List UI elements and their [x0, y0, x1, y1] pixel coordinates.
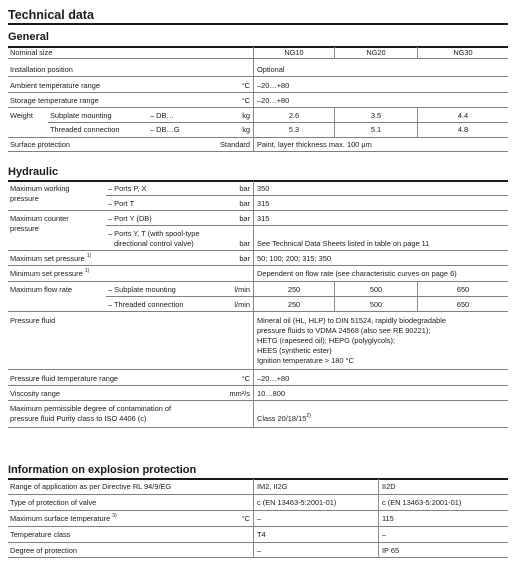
max-counter-pressure-label-2: pressure [10, 224, 39, 233]
viscosity-value: 10…800 [257, 389, 285, 398]
ambient-temp-value: –20…+80 [257, 81, 290, 90]
viscosity-label: Viscosity range [10, 389, 60, 398]
explosion-heading: Information on explosion protection [8, 464, 197, 476]
explosion-top-rule [8, 478, 508, 480]
ng10-header: NG10 [284, 48, 304, 57]
max-flow-rate-label: Maximum flow rate [10, 285, 73, 294]
hydraulic-heading: Hydraulic [8, 166, 59, 178]
protection-type-value-2: c (EN 13463-5:2001-01) [382, 498, 462, 507]
installation-value: Optional [257, 65, 285, 74]
nominal-size-label: Nominal size [10, 48, 53, 57]
max-set-pressure-value: 50; 100; 200; 315; 350 [257, 254, 331, 263]
max-working-pressure-label: Maximum working [10, 184, 70, 193]
general-heading: General [8, 31, 49, 43]
ambient-temp-unit: °C [241, 81, 250, 90]
hydraulic-top-rule [8, 180, 508, 182]
ports-yt-value: See Technical Data Sheets listed in table on page 11 [257, 239, 430, 248]
footnote-ref: 3) [112, 513, 117, 519]
footnote-ref: 2) [306, 413, 311, 419]
weight-thr-ng20: 5.1 [370, 125, 382, 134]
footnote-ref: 1) [84, 268, 90, 274]
flow-unit: l/min [234, 300, 250, 309]
flow-sub-ng20: 500 [369, 285, 383, 294]
row-rule [8, 427, 508, 428]
weight-thr-ng30: 4.8 [457, 125, 469, 134]
port-px-unit: bar [239, 184, 250, 193]
weight-threaded-label: Threaded connection [50, 125, 120, 134]
weight-sub-ng10: 2.6 [288, 111, 300, 120]
row-rule [106, 225, 508, 226]
temperature-class-value-2: – [382, 530, 387, 539]
page-title: Technical data [8, 8, 94, 22]
max-working-pressure-label-2: pressure [10, 194, 39, 203]
pressure-fluid-line-5: Ignition temperature > 180 °C [257, 356, 354, 365]
port-t-value: 315 [257, 199, 270, 208]
row-rule [8, 151, 508, 152]
pressure-fluid-line-2: pressure fluids to VDMA 24568 (also see RE 90221); [257, 326, 431, 335]
max-set-pressure-unit: bar [239, 254, 250, 263]
surface-value: Paint, layer thickness max. 100 µm [257, 140, 372, 149]
min-set-pressure-value: Dependent on flow rate (see characteristic curves on page 6) [257, 269, 457, 278]
weight-label: Weight [10, 111, 33, 120]
ports-yt-label: – Ports Y, T (with spool-type [108, 229, 200, 238]
col-divider [378, 479, 379, 558]
ports-yt-unit: bar [239, 239, 250, 248]
flow-unit: l/min [234, 285, 250, 294]
surface-standard: Standard [220, 140, 250, 149]
degree-protection-label: Degree of protection [10, 546, 77, 555]
port-t-label: – Port T [108, 199, 135, 208]
row-rule [8, 210, 508, 211]
flow-thr-ng20: 500 [369, 300, 383, 309]
row-rule [8, 76, 508, 77]
row-rule [8, 137, 508, 138]
row-rule [8, 385, 508, 386]
port-px-value: 350 [257, 184, 270, 193]
viscosity-unit: mm²/s [229, 389, 250, 398]
fluid-temp-value: –20…+80 [257, 374, 290, 383]
port-px-label: – Ports P, X [108, 184, 147, 193]
port-y-value: 315 [257, 214, 270, 223]
row-rule [48, 122, 508, 123]
max-set-pressure-label: Maximum set pressure $^{1)}$ [10, 253, 92, 263]
row-rule [8, 107, 508, 108]
col-divider [253, 47, 254, 151]
application-range-label: Range of application as per Directive RL 94/9/EG [10, 482, 172, 491]
weight-subplate-code: – DB… [150, 111, 174, 120]
weight-threaded-code: – DB…G [150, 125, 180, 134]
weight-thr-ng10: 5.3 [288, 125, 300, 134]
pressure-fluid-line-3: HETG (rapeseed oil); HEPG (polyglycols); [257, 336, 396, 345]
row-rule [8, 400, 508, 401]
application-range-value-2: II2D [382, 482, 396, 491]
ports-yt-label-2: directional control valve) [114, 239, 194, 248]
row-rule [8, 510, 508, 511]
weight-unit: kg [242, 125, 250, 134]
flow-thr-ng10: 250 [287, 300, 301, 309]
row-rule [8, 311, 508, 312]
installation-label: Installation position [10, 65, 73, 74]
flow-sub-ng30: 650 [456, 285, 470, 294]
weight-unit: kg [242, 111, 250, 120]
row-rule [8, 265, 508, 266]
row-rule [8, 58, 508, 59]
weight-sub-ng30: 4.4 [457, 111, 469, 120]
pressure-fluid-line-1: Mineral oil (HL, HLP) to DIN 51524, rapidly biodegradable [257, 316, 446, 325]
temperature-class-label: Temperature class [10, 530, 71, 539]
flow-thr-ng30: 650 [456, 300, 470, 309]
protection-type-value-1: c (EN 13463-5:2001-01) [257, 498, 337, 507]
fluid-temp-label: Pressure fluid temperature range [10, 374, 119, 383]
flow-threaded-label: – Threaded connection [108, 300, 184, 309]
port-t-unit: bar [239, 199, 250, 208]
surface-label: Surface protection [10, 140, 70, 149]
footnote-ref: 1) [86, 253, 92, 259]
max-surface-temp-value-1: – [257, 514, 262, 523]
min-set-pressure-label: Minimum set pressure $^{1)}$ [10, 268, 90, 278]
row-rule [8, 494, 508, 495]
port-y-unit: bar [239, 214, 250, 223]
application-range-value-1: IM2, II2G [257, 482, 288, 491]
row-rule [8, 542, 508, 543]
max-surface-temp-unit: °C [241, 514, 250, 523]
weight-sub-ng20: 3.5 [370, 111, 382, 120]
port-y-label: – Port Y (DB) [108, 214, 152, 223]
contamination-label: Maximum permissible degree of contamination of [10, 404, 172, 413]
contamination-label-2: pressure fluid Purity class to ISO 4406 (c) [10, 414, 147, 423]
row-rule [8, 557, 508, 558]
storage-temp-value: –20…+80 [257, 96, 290, 105]
degree-protection-value-1: – [257, 546, 262, 555]
degree-protection-value-2: IP 65 [382, 546, 400, 555]
ng20-header: NG20 [366, 48, 386, 57]
pressure-fluid-line-4: HEES (synthetic ester) [257, 346, 332, 355]
weight-subplate-label: Subplate mounting [50, 111, 112, 120]
protection-type-label: Type of protection of valve [10, 498, 97, 507]
row-rule [8, 281, 508, 282]
pressure-fluid-label: Pressure fluid [10, 316, 56, 325]
ng30-header: NG30 [453, 48, 473, 57]
row-rule [106, 296, 508, 297]
storage-temp-unit: °C [241, 96, 250, 105]
col-divider [253, 479, 254, 558]
row-rule [8, 250, 508, 251]
max-surface-temp-value-2: 115 [382, 514, 394, 523]
row-rule [106, 195, 508, 196]
title-rule [8, 23, 508, 25]
storage-temp-label: Storage temperature range [10, 96, 99, 105]
row-rule [8, 526, 508, 527]
row-rule [8, 369, 508, 370]
row-rule [8, 92, 508, 93]
flow-sub-ng10: 250 [287, 285, 301, 294]
ambient-temp-label: Ambient temperature range [10, 81, 100, 90]
max-surface-temp-label: Maximum surface temperature $^{3)}$ [10, 513, 117, 523]
fluid-temp-unit: °C [241, 374, 250, 383]
temperature-class-value-1: T4 [257, 530, 266, 539]
max-counter-pressure-label: Maximum counter [10, 214, 69, 223]
flow-subplate-label: – Subplate mounting [108, 285, 176, 294]
contamination-value: Class 20/18/15$^{2)}$ [257, 413, 311, 423]
